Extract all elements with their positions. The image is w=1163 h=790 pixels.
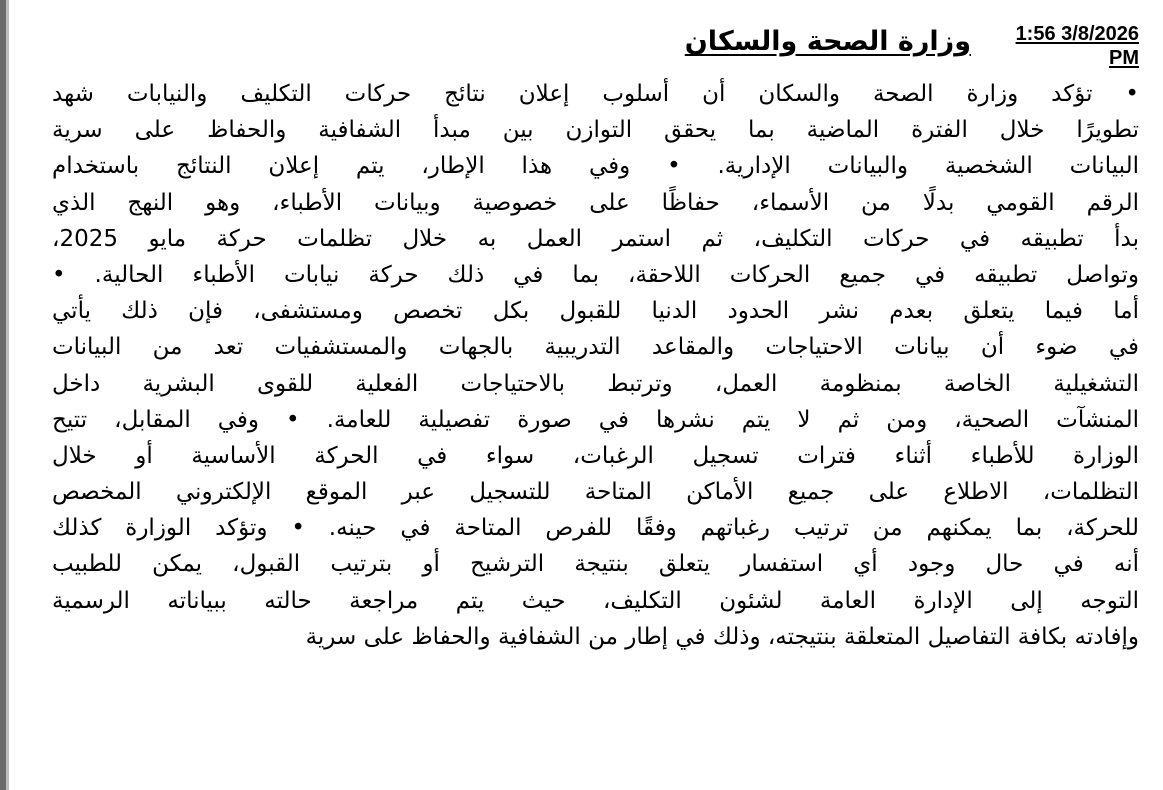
body-line: البيانات الشخصية والبيانات الإدارية. • وفي هذا الإطار، يتم إعلان النتائج باستخدام — [52, 153, 1139, 180]
body-line: التوجه إلى الإدارة العامة لشئون التكليف، حيث يتم مراجعة حالته ببياناته الرسمية — [52, 587, 1139, 614]
body-line: وإفادته بكافة التفاصيل المتعلقة بنتيجته، وذلك في إطار من الشفافية والحفاظ على سرية — [305, 623, 1139, 650]
document-body — [52, 76, 1139, 655]
body-line: وتواصل تطبيقه في جميع الحركات اللاحقة، بما في ذلك حركة نيابات الأطباء الحالية. • — [52, 261, 1139, 288]
document-title: وزارة الصحة والسكان — [684, 26, 971, 57]
body-line: الوزارة للأطباء أثناء فترات تسجيل الرغبات، سواء في الحركة الأساسية أو خلال — [52, 442, 1139, 469]
timestamp — [987, 22, 1139, 70]
document-header — [40, 22, 1139, 78]
body-line: أما فيما يتعلق بعدم نشر الحدود الدنيا للقبول بكل تخصص ومستشفى، فإن ذلك يأتي — [52, 298, 1139, 325]
body-line: بدأ تطبيقه في حركات التكليف، ثم استمر العمل به خلال تظلمات حركة مايو 2025، — [52, 225, 1139, 252]
body-line: أنه في حال وجود أي استفسار يتعلق بنتيجة الترشيح أو بترتيب القبول، يمكن للطبيب — [52, 551, 1139, 578]
body-line: للحركة، بما يمكنهم من ترتيب رغباتهم وفقًا للفرص المتاحة في حينه. • وتؤكد الوزارة كذلك — [52, 515, 1139, 542]
left-edge-shadow — [6, 0, 9, 790]
timestamp-line-2: PM — [1109, 47, 1139, 69]
body-line: تطويرًا خلال الفترة الماضية بما يحقق التوازن بين مبدأ الشفافية والحفاظ على سرية — [52, 117, 1139, 144]
body-line: التشغيلية الخاصة بمنظومة العمل، وترتبط بالاحتياجات الفعلية للقوى البشرية داخل — [52, 370, 1139, 397]
body-line: التظلمات، الاطلاع على جميع الأماكن المتاحة للتسجيل عبر الموقع الإلكتروني المخصص — [52, 479, 1139, 506]
body-line: الرقم القومي بدلًا من الأسماء، حفاظًا على خصوصية وبيانات الأطباء، وهو النهج الذي — [52, 189, 1139, 216]
body-line: • تؤكد وزارة الصحة والسكان أن أسلوب إعلان نتائج حركات التكليف والنيابات شهد — [52, 81, 1139, 107]
body-line: المنشآت الصحية، ومن ثم لا يتم نشرها في صورة تفصيلية للعامة. • وفي المقابل، تتيح — [52, 406, 1139, 433]
body-line: في ضوء أن بيانات الاحتياجات والمقاعد التدريبية بالجهات والمستشفيات تعد من البيانات — [52, 334, 1139, 361]
timestamp-line-1: 1:56 3/8/2026 — [1015, 23, 1139, 45]
